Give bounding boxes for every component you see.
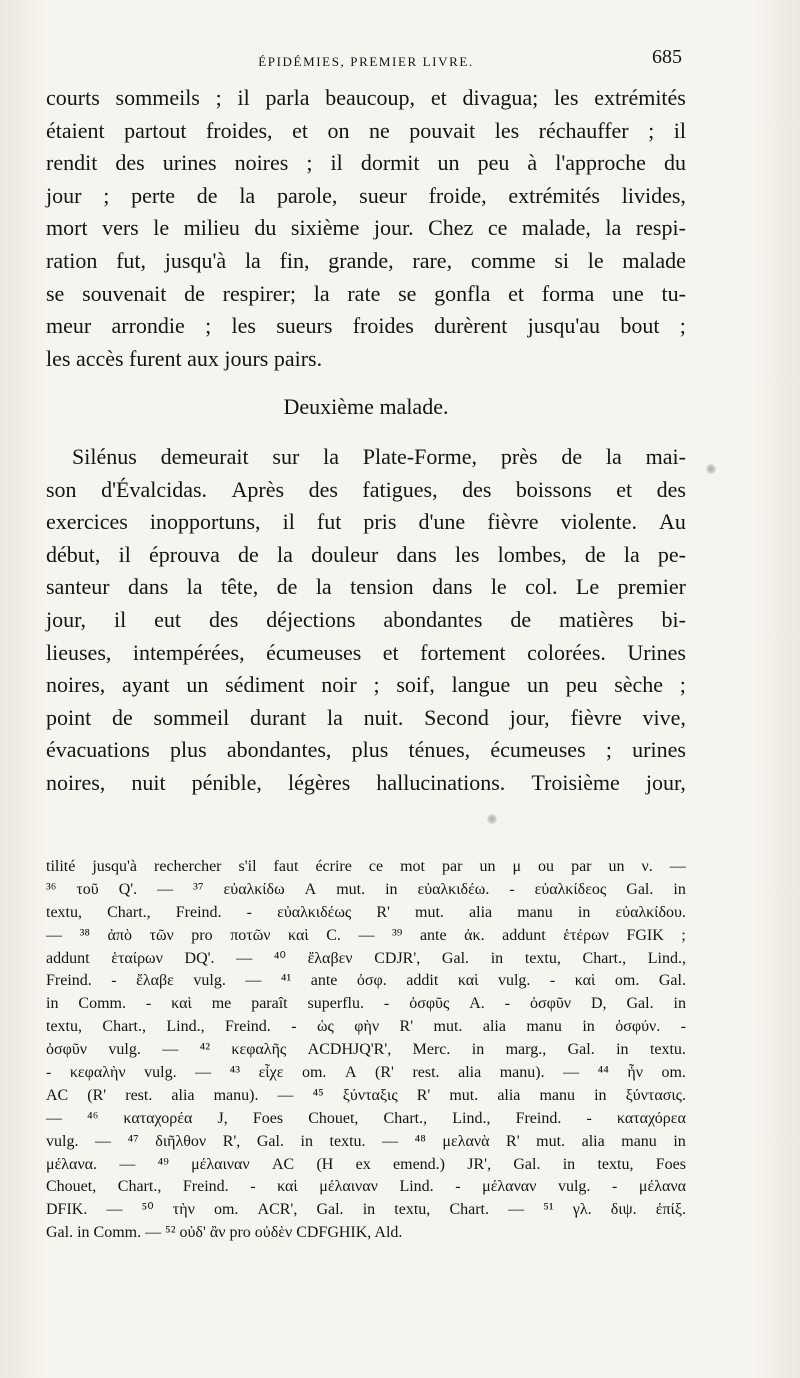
- text-line: évacuations plus abondantes, plus ténues, écumeuses ; urines: [46, 737, 686, 763]
- footnote-line: addunt ἑταίρων DQ'. — ⁴⁰ ἔλαβεν CDJR', Gal. in textu, Chart., Lind.,: [46, 949, 686, 967]
- text-line: jour, il eut des déjections abondantes de matières bi-: [46, 606, 686, 632]
- running-title: ÉPIDÉMIES, PREMIER LIVRE.: [258, 54, 474, 69]
- footnote-line: in Comm. - καὶ me paraît superflu. - ὀσφῦς A. - ὀσφῦν D, Gal. in: [46, 995, 686, 1013]
- text-line: début, il éprouva de la douleur dans les lombes, de la pe-: [46, 541, 686, 567]
- footnote-line: Chouet, Chart., Freind. - καὶ μέλαιναν Lind. - μέλαναν vulg. - μέλανα: [46, 1178, 686, 1196]
- text-line: meur arrondie ; les sueurs froides durèrent jusqu'au bout ;: [46, 313, 686, 339]
- section-heading: Deuxième malade.: [283, 394, 449, 419]
- text-line: noires, nuit pénible, légères hallucinations. Troisième jour,: [46, 769, 686, 795]
- footnote-line: Freind. - ἔλαβε vulg. — ⁴¹ ante ὀσφ. addit καὶ vulg. - καὶ om. Gal.: [46, 972, 686, 990]
- text-line: point de sommeil durant la nuit. Second jour, fièvre vive,: [46, 704, 686, 730]
- footnote-line: μέλανα. — ⁴⁹ μέλαιναν AC (H ex emend.) JR', Gal. in textu, Foes: [46, 1155, 686, 1173]
- text-line: lieuses, intempérées, écumeuses et fortement colorées. Urines: [46, 639, 686, 665]
- footnote-line: textu, Chart., Freind. - εὐαλκιδέως R' mut. alia manu in εὐαλκίδου.: [46, 903, 686, 921]
- text-line: étaient partout froides, et on ne pouvait les réchauffer ; il: [46, 117, 686, 143]
- paragraph-patient-1-ending: [46, 82, 686, 375]
- footnote-line: textu, Chart., Lind., Freind. - ὡς φὴν R' mut. alia manu in ὀσφύν. -: [46, 1018, 686, 1036]
- text-line: jour ; perte de la parole, sueur froide, extrémités livides,: [46, 182, 686, 208]
- footnotes: [46, 856, 686, 1245]
- footnote-line: vulg. — ⁴⁷ διῆλθον R', Gal. in textu. — ⁴⁸ μελανὰ R' mut. alia manu in: [46, 1132, 686, 1150]
- page-number: 685: [652, 46, 682, 68]
- footnote-line: — ⁴⁶ καταχορέα J, Foes Chouet, Chart., Lind., Freind. - καταχόρεα: [46, 1109, 686, 1127]
- paragraph-patient-2: [46, 441, 686, 800]
- text-line: santeur dans la tête, de la tension dans le col. Le premier: [46, 574, 686, 600]
- footnote-line: - κεφαλὴν vulg. — ⁴³ εἶχε om. A (R' rest. alia manu). — ⁴⁴ ἦν om.: [46, 1064, 686, 1082]
- text-line: noires, ayant un sédiment noir ; soif, langue un peu sèche ;: [46, 672, 686, 698]
- footnote-line: AC (R' rest. alia manu). — ⁴⁵ ξύνταξις R' mut. alia manu in ξύντασις.: [46, 1086, 686, 1104]
- ink-blot: [487, 814, 497, 824]
- text-line: se souvenait de respirer; la rate se gonfla et forma une tu-: [46, 280, 686, 306]
- footnote-line: Gal. in Comm. — ⁵² οὐδ' ἂν pro οὐδὲν CDFGHIK, Ald.: [46, 1224, 403, 1242]
- footnote-line: ὀσφῦν vulg. — ⁴² κεφαλῆς ACDHJQ'R', Merc. in marg., Gal. in textu.: [46, 1041, 686, 1059]
- text-line: les accès furent aux jours pairs.: [46, 345, 323, 371]
- text-line: son d'Évalcidas. Après des fatigues, des boissons et des: [46, 476, 686, 502]
- footnote-line: ³⁶ τοῦ Q'. — ³⁷ εὐαλκίδω A mut. in εὐαλκιδέω. - εὐαλκίδεος Gal. in: [46, 880, 686, 898]
- page-header: [46, 48, 686, 72]
- text-line: mort vers le milieu du sixième jour. Chez ce malade, la respi-: [46, 215, 686, 241]
- footnote-line: tilité jusqu'à rechercher s'il faut écrire ce mot par un μ ou par un ν. —: [46, 858, 686, 875]
- text-line: Silénus demeurait sur la Plate-Forme, près de la mai-: [72, 444, 686, 469]
- ink-blot: [706, 464, 716, 474]
- text-line: ration fut, jusqu'à la fin, grande, rare, comme si le malade: [46, 247, 686, 273]
- text-line: exercices inopportuns, il fut pris d'une fièvre violente. Au: [46, 509, 686, 535]
- footnote-line: DFIK. — ⁵⁰ τὴν om. ACR', Gal. in textu, Chart. — ⁵¹ γλ. διψ. ἐπίξ.: [46, 1201, 686, 1219]
- footnote-line: — ³⁸ ἀπὸ τῶν pro ποτῶν καὶ C. — ³⁹ ante ἀκ. addunt ἑτέρων FGIK ;: [46, 926, 686, 944]
- text-line: courts sommeils ; il parla beaucoup, et divagua; les extrémités: [46, 85, 686, 110]
- text-line: rendit des urines noires ; il dormit un peu à l'approche du: [46, 150, 686, 176]
